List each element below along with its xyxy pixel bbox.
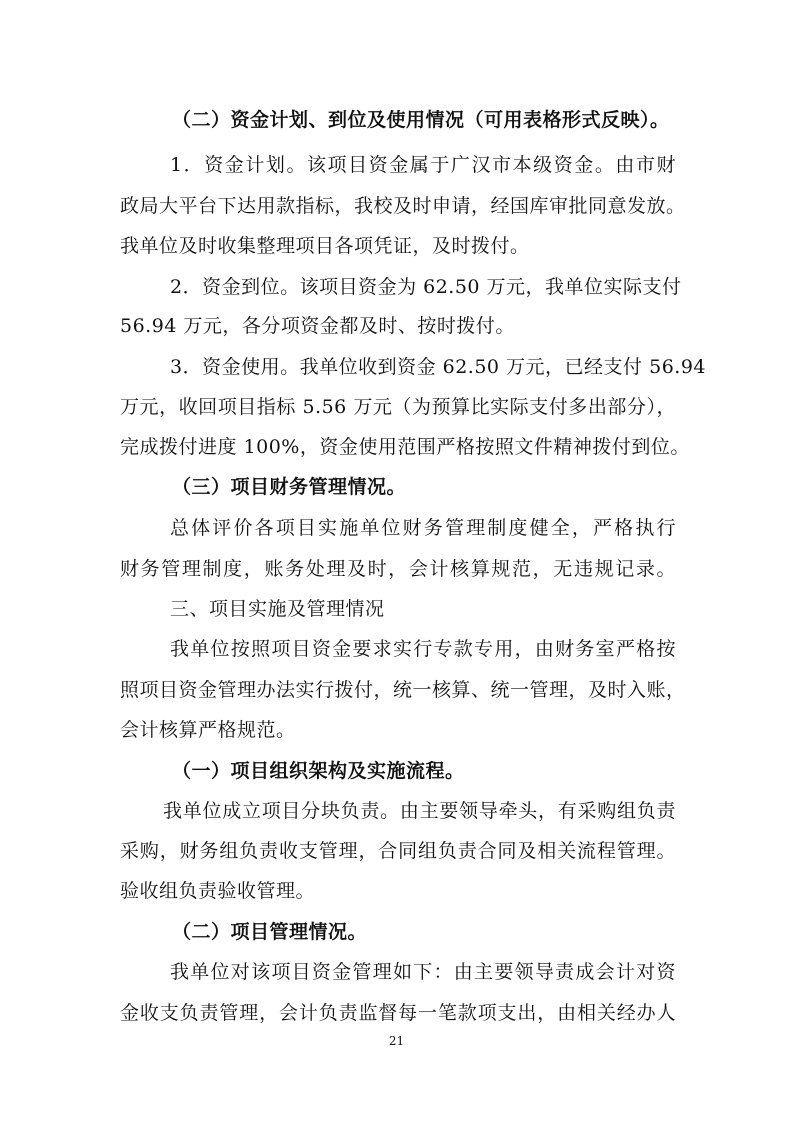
paragraph-line: 56.94 万元，各分项资金都及时、按时拨付。 [120, 315, 515, 337]
paragraph-line: 我单位对该项目资金管理如下：由主要领导责成会计对资 [170, 961, 676, 983]
section-heading-organization: （一）项目组织架构及实施流程。 [172, 760, 465, 782]
paragraph-line: 我单位及时收集整理项目各项凭证，及时拨付。 [120, 235, 530, 257]
paragraph-line: 3．资金使用。我单位收到资金 62.50 万元，已经支付 56.94 [170, 356, 706, 378]
paragraph-line: 会计核算严格规范。 [120, 719, 296, 741]
section-heading-financial-management: （三）项目财务管理情况。 [172, 476, 407, 498]
paragraph-line: 验收组负责验收管理。 [120, 880, 316, 902]
paragraph-line: 照项目资金管理办法实行拨付，统一核算、统一管理，及时入账， [120, 679, 686, 701]
paragraph-line: 财务管理制度，账务处理及时，会计核算规范，无违规记录。 [120, 558, 676, 580]
paragraph-line: 金收支负责管理，会计负责监督每一笔款项支出，由相关经办人 [120, 1002, 676, 1024]
section-heading-project-management: （二）项目管理情况。 [172, 921, 368, 943]
paragraph-line: 我单位按照项目资金要求实行专款专用，由财务室严格按 [170, 638, 676, 660]
section-heading-implementation: 三、项目实施及管理情况 [170, 598, 385, 620]
paragraph-line: 2．资金到位。该项目资金为 62.50 万元，我单位实际支付 [170, 276, 682, 298]
paragraph-line: 完成拨付进度 100%，资金使用范围严格按照文件精神拨付到位。 [120, 436, 690, 458]
paragraph-line: 总体评价各项目实施单位财务管理制度健全，严格执行 [170, 517, 676, 539]
page-number: 21 [388, 1034, 405, 1048]
paragraph-line: 采购，财务组负责收支管理，合同组负责合同及相关流程管理。 [120, 840, 676, 862]
paragraph-line: 1．资金计划。该项目资金属于广汉市本级资金。由市财 [170, 154, 676, 176]
paragraph-line: 万元，收回项目指标 5.56 万元（为预算比实际支付多出部分）， [120, 396, 676, 418]
section-heading-funds-plan: （二）资金计划、到位及使用情况（可用表格形式反映）。 [172, 109, 670, 131]
paragraph-line: 我单位成立项目分块负责。由主要领导牵头，有采购组负责 [163, 800, 676, 822]
paragraph-line: 政局大平台下达用款指标，我校及时申请，经国库审批同意发放。 [120, 195, 686, 217]
